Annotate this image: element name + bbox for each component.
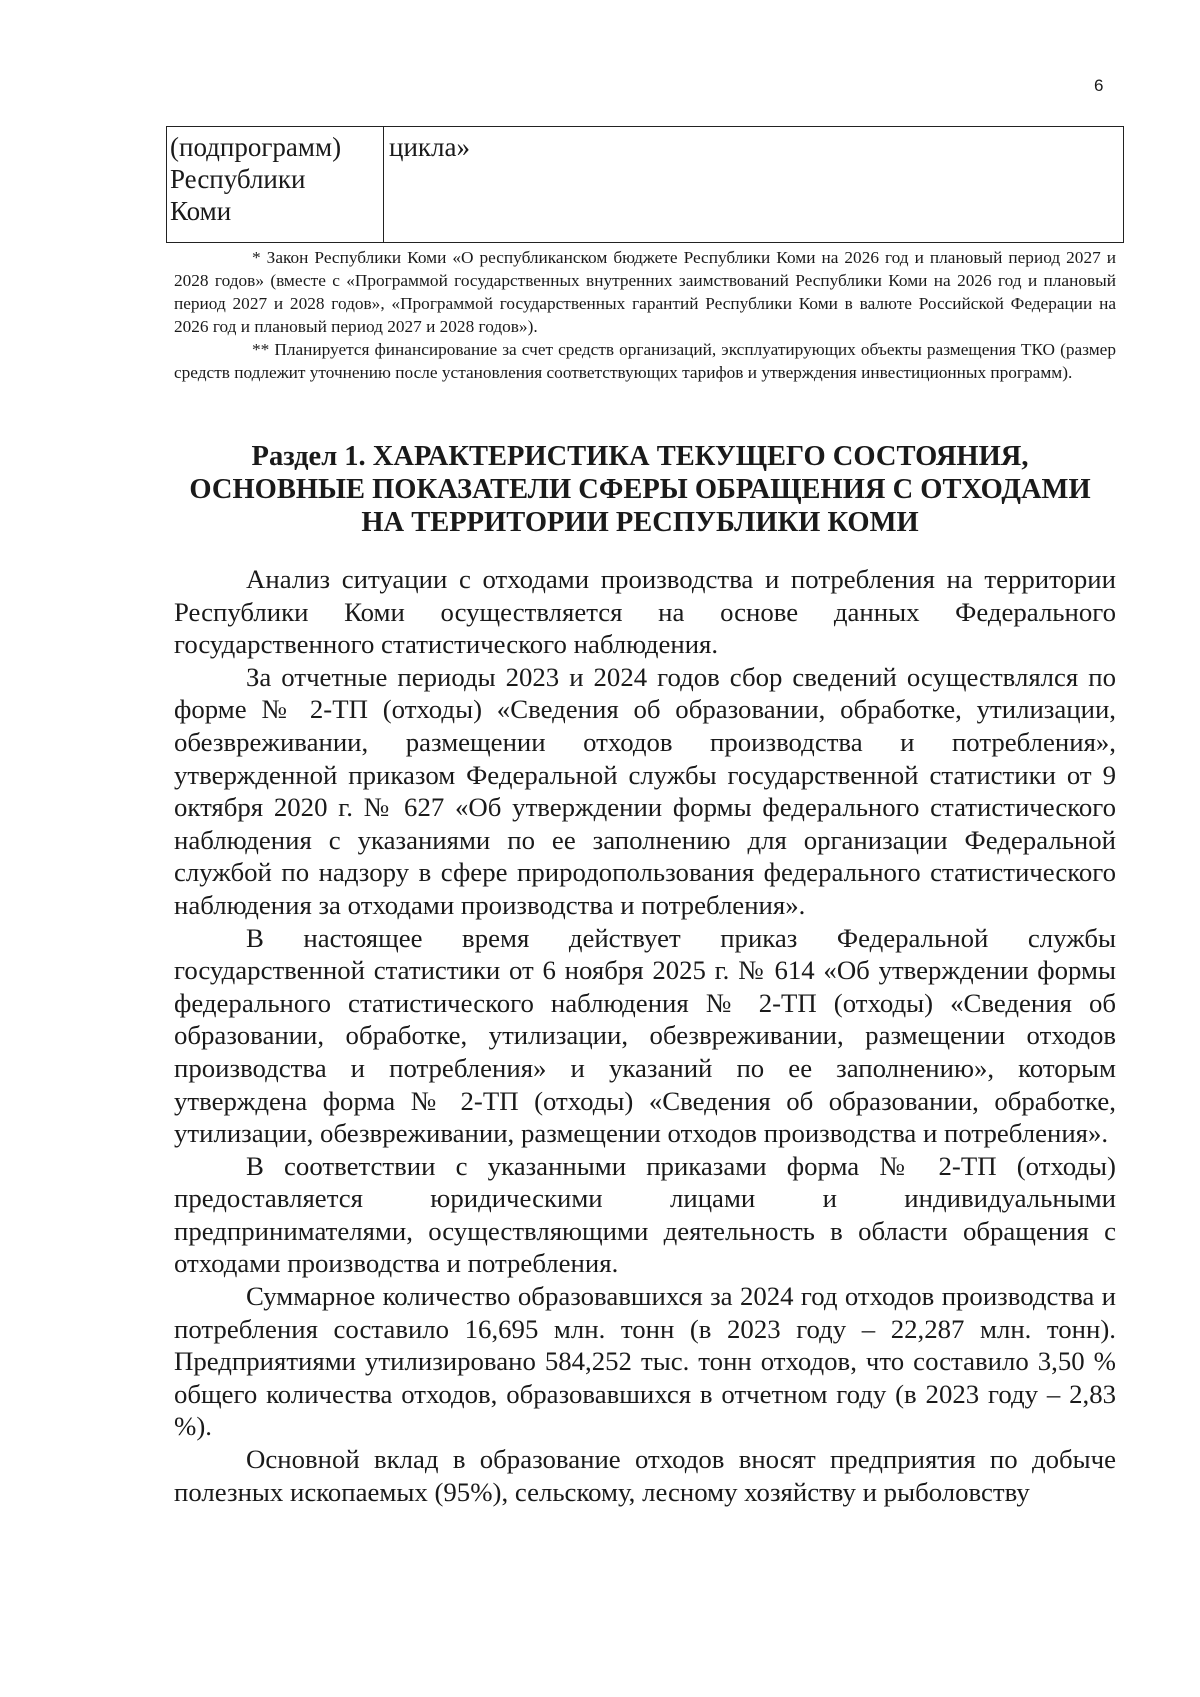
page-number: 6 [1094,76,1104,95]
section-body [174,563,1116,1508]
footnote-1: * Закон Республики Коми «О республиканском бюджете Республики Коми на 2026 год и плановый период 2027 и 2028 годов» (вместе с «Программой государственных внутренних заимствований Республики Коми на 2026 год и плановый период 2027 и 2028 годов», «Программой государственных гарантий Республики Коми в валюте Российской Федерации на 2026 год и плановый период 2027 и 2028 годов»). [174,248,1116,336]
continuation-table [166,126,1124,243]
section-heading-line: Раздел 1. ХАРАКТЕРИСТИКА ТЕКУЩЕГО СОСТОЯНИЯ, [251,441,1029,472]
table-cell-line: Республики [170,164,306,194]
table-cell-content: цикла» [384,127,1124,243]
section-heading-line: ОСНОВНЫЕ ПОКАЗАТЕЛИ СФЕРЫ ОБРАЩЕНИЯ С ОТХОДАМИ [189,474,1091,505]
table-cell-line: (подпрограмм) [170,132,342,162]
paragraph: В настоящее время действует приказ Федеральной службы государственной статистики от 6 ноября 2025 г. № 614 «Об утверждении формы федерального статистического наблюдения № 2-ТП (отходы) «Сведения об образовании, обработке, утилизации, обезвреживании, размещении отходов производства и потребления» и указаний по ее заполнению», которым утверждена форма № 2-ТП (отходы) «Сведения об образовании, обработке, утилизации, обезвреживании, размещении отходов производства и потребления». [174,922,1116,1149]
paragraph: Суммарное количество образовавшихся за 2024 год отходов производства и потребления составило 16,695 млн. тонн (в 2023 году – 22,287 млн. тонн). Предприятиями утилизировано 584,252 тыс. тонн отходов, что составило 3,50 % общего количества отходов, образовавшихся в отчетном году (в 2023 году – 2,83 %). [174,1281,1116,1442]
table-row [167,127,1124,243]
paragraph: За отчетные периоды 2023 и 2024 годов сбор сведений осуществлялся по форме № 2-ТП (отходы) «Сведения об образовании, обработке, утилизации, обезвреживании, размещении отходов производства и потребления», утвержденной приказом Федеральной службы государственной статистики от 9 октября 2020 г. № 627 «Об утверждении формы федерального статистического наблюдения с указаниями по ее заполнению для организации Федеральной службой по надзору в сфере природопользования федерального статистического наблюдения за отходами производства и потребления». [174,661,1116,920]
table-cell-line: Коми [170,196,232,226]
paragraph: Анализ ситуации с отходами производства и потребления на территории Республики Коми осуществляется на основе данных Федерального государственного статистического наблюдения. [174,564,1116,660]
table-cell-program [167,127,384,243]
section-heading [160,440,1120,539]
footnotes [174,246,1116,384]
footnote-2: ** Планируется финансирование за счет средств организаций, эксплуатирующих объекты размещения ТКО (размер средств подлежит уточнению после установления соответствующих тарифов и утверждения инвестиционных программ). [174,340,1116,382]
paragraph: В соответствии с указанными приказами форма № 2-ТП (отходы) предоставляется юридическими лицами и индивидуальными предпринимателями, осуществляющими деятельность в области обращения с отходами производства и потребления. [174,1150,1116,1279]
paragraph: Основной вклад в образование отходов вносят предприятия по добыче полезных ископаемых (95%), сельскому, лесному хозяйству и рыболовству [174,1444,1116,1507]
section-heading-line: НА ТЕРРИТОРИИ РЕСПУБЛИКИ КОМИ [361,507,919,538]
